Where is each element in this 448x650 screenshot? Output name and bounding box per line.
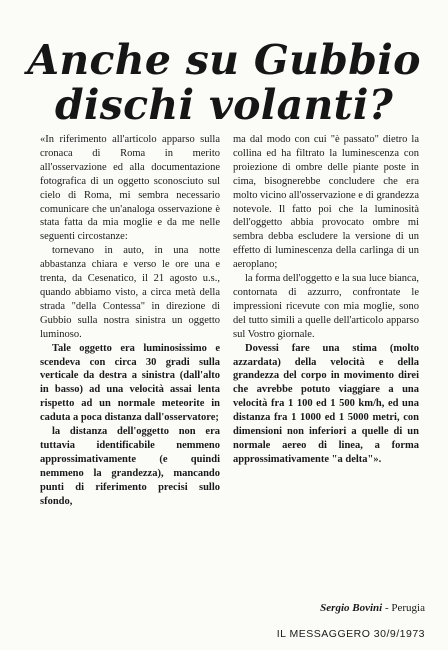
headline <box>0 38 448 128</box>
paragraph-circumstances: tornevano in auto, in una notte abbastanza chiara e verso le ore una e trenta, da Cesenatico, il 21 agosto u.s., quando abbiamo visto, a circa metà della strada "della Contessa" in direzione di Gubbio sulla nostra sinistra un oggetto luminoso. <box>40 245 220 340</box>
paragraph-distance: la distanza dell'oggetto non era tuttavia identificabile nemmeno approssimativamente (e quindi nemmeno la grandezza), mancando punti di riferimento precisi sullo sfondo, <box>40 426 220 507</box>
signature-place: Perugia <box>391 602 425 614</box>
headline-line-1: Anche su Gubbio <box>27 36 421 84</box>
paragraph-shape: la forma dell'oggetto e la sua luce bianca, contornata di azzurro, confrontate le impressioni ricevute con mia moglie, sono del tutto simili a quelle dell'articolo apparso sul Vostro giornale. <box>233 273 419 340</box>
signature-name: Sergio Bovini <box>320 602 383 614</box>
left-column <box>40 133 220 508</box>
signature: Sergio Bovini - Perugia <box>320 602 425 614</box>
paragraph-estimate: Dovessi fare una stima (molto azzardata) della velocità e della grandezza del corpo in movimento direi che avrebbe potuto viaggiare a una velocità fra 1 100 ed 1 500 km/h, ed una distanza fra 1 1000 ed 1 5000 metri, con dimensioni non inferiori a quelle di un normale aereo di linea, a forma approssimativamente "a delta"». <box>233 342 419 465</box>
paragraph-intro: «In riferimento all'articolo apparso sulla cronaca di Roma in merito all'osservazione ed alla documentazione fotografica di un oggetto sconosciuto sul cielo di Roma, mi sembra necessario comunicare che un'analoga osservazione è stata fatta da mia moglie e da me nelle seguenti circostanze: <box>40 134 220 243</box>
newspaper-source: IL MESSAGGERO 30/9/1973 <box>276 628 425 640</box>
paragraph-collina: ma dal modo con cui "è passato" dietro la collina ed ha filtrato la luminescenza con proiezione di ombre delle piante poste in cima, bisognerebbe concludere che era molto vicino all'osservazione e di grandezza notevole. Il fatto poi che la luminosità dell'oggetto abbia provocato ombre mi sembra debba escludere la versione di un effetto di luminescenza della carlinga di un aeroplano; <box>233 134 419 271</box>
right-column <box>233 133 419 467</box>
paragraph-object-description: Tale oggetto era luminosissimo e scendeva con circa 30 gradi sulla verticale da destra a sinistra (dall'alto in basso) ad una velocità assai lenta rispetto ad un normale meteorite in caduta a poca distanza dall'osservatore; <box>40 342 220 424</box>
headline-line-2: dischi volanti? <box>54 81 394 129</box>
